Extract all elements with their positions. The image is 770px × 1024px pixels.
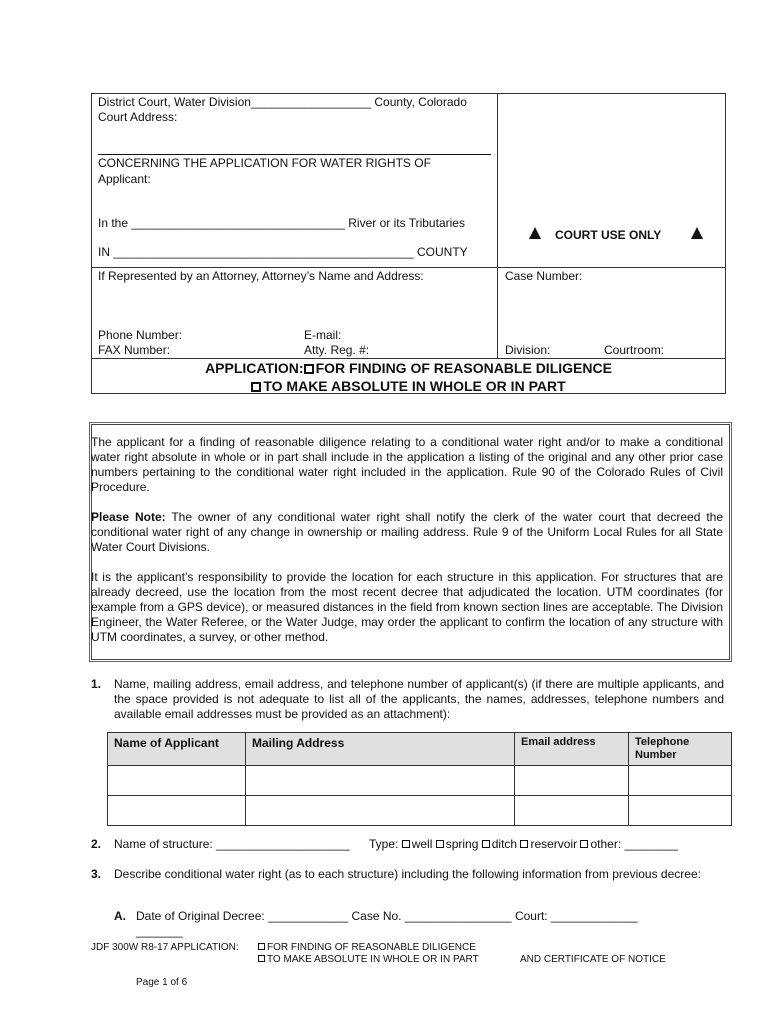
item-1-text: Name, mailing address, email address, and telephone number of applicant(s) (if there are multiple applicants, and the space provided is not adequate to list all of the applicants, the names, addresses, telephone numbers and available email addresses must be provided as an attachment):: [114, 677, 724, 721]
col-name-of-applicant: Name of Applicant: [108, 733, 246, 766]
spring-label: spring: [445, 837, 479, 851]
table-row: [108, 796, 732, 826]
triangle-left-icon: [529, 226, 541, 244]
item-3a-letter: A.: [114, 909, 126, 923]
fax-label[interactable]: FAX Number:: [98, 343, 171, 357]
case-number-label[interactable]: Case Number:: [505, 269, 583, 283]
original-decree-fields[interactable]: Date of Original Decree: ____________ Case No. ________________ Court: _____________: [136, 909, 638, 923]
well-checkbox[interactable]: [402, 840, 410, 848]
footer-form-id: JDF 300W R8-17 APPLICATION:: [91, 942, 239, 953]
title-prefix: APPLICATION:: [205, 360, 304, 376]
triangle-right-icon: [691, 226, 703, 244]
make-absolute-checkbox[interactable]: [251, 382, 261, 392]
court-line[interactable]: District Court, Water Division__________________ County, Colorado: [98, 95, 467, 109]
reservoir-checkbox[interactable]: [520, 840, 528, 848]
please-note-label: Please Note:: [91, 510, 166, 524]
footer-option-1-text: FOR FINDING OF REASONABLE DILIGENCE: [267, 942, 476, 953]
applicant-name-cell[interactable]: [108, 796, 246, 826]
notice-paragraph-3: It is the applicant’s responsibility to provide the location for each structure in this application. For structures that are already decreed, use the location from the most recent decree that adjudicated the location. UTM coordinates (for example from a GPS device), or measured distances in the field from known section lines are acceptable. The Division Engineer, the Water Referee, or the Water Judge, may order the applicant to confirm the location of any structure with UTM coordinates, a survey, or other method.: [91, 570, 723, 644]
notice-text: [91, 435, 723, 645]
other-label[interactable]: other: ________: [590, 837, 678, 851]
page-number: Page 1 of 6: [136, 977, 188, 988]
river-line[interactable]: In the ________________________________ River or its Tributaries: [98, 216, 465, 230]
item-1-number: 1.: [91, 677, 102, 691]
footer-checkbox-icon: [258, 943, 265, 950]
footer-option-2-text: TO MAKE ABSOLUTE IN WHOLE OR IN PART: [267, 954, 479, 965]
spring-checkbox[interactable]: [436, 840, 444, 848]
footer-certificate: AND CERTIFICATE OF NOTICE: [520, 954, 666, 965]
notice-paragraph-1: The applicant for a finding of reasonable diligence relating to a conditional water right and/or to make a conditional water right absolute in whole or in part shall include in the application a listing of the original and any other prior case numbers pertaining to the conditional water right included in the application. Rule 90 of the Colorado Rules of Civil Procedure.: [91, 435, 723, 494]
phone-label[interactable]: Phone Number:: [98, 328, 183, 342]
footer-checkbox-icon: [258, 955, 265, 962]
caption-vertical-divider: [497, 93, 498, 359]
applicant-table: [107, 732, 732, 826]
mailing-address-cell[interactable]: [246, 766, 515, 796]
structure-type-row: [369, 837, 678, 852]
email-label[interactable]: E-mail:: [304, 328, 342, 342]
court-address-line[interactable]: [98, 154, 491, 155]
email-cell[interactable]: [515, 766, 629, 796]
other-checkbox[interactable]: [580, 840, 588, 848]
email-cell[interactable]: [515, 796, 629, 826]
applicant-name-cell[interactable]: [108, 766, 246, 796]
item-3-number: 3.: [91, 867, 102, 881]
telephone-cell[interactable]: [629, 796, 732, 826]
ditch-label: ditch: [491, 837, 518, 851]
court-use-only-label: COURT USE ONLY: [555, 228, 662, 242]
mailing-address-cell[interactable]: [246, 796, 515, 826]
ditch-checkbox[interactable]: [482, 840, 490, 848]
telephone-cell[interactable]: [629, 766, 732, 796]
col-telephone-number: Telephone Number: [629, 733, 732, 766]
concerning-text: CONCERNING THE APPLICATION FOR WATER RIGHTS OF: [98, 156, 431, 170]
courtroom-label[interactable]: Courtroom:: [604, 343, 665, 357]
original-decree-continuation[interactable]: _______: [136, 924, 183, 938]
item-3-text: Describe conditional water right (as to each structure) including the following information from previous decree:: [114, 867, 701, 881]
application-title: [91, 359, 726, 395]
title-option-2: TO MAKE ABSOLUTE IN WHOLE OR IN PART: [263, 378, 566, 394]
structure-name-field[interactable]: Name of structure: ____________________: [114, 837, 350, 851]
applicant-table-header: [108, 733, 732, 766]
table-row: [108, 766, 732, 796]
well-label: well: [411, 837, 433, 851]
col-mailing-address: Mailing Address: [246, 733, 515, 766]
atty-reg-label[interactable]: Atty. Reg. #:: [304, 343, 370, 357]
col-email-address: Email address: [515, 733, 629, 766]
title-option-1: FOR FINDING OF REASONABLE DILIGENCE: [315, 360, 612, 376]
division-label[interactable]: Division:: [505, 343, 551, 357]
item-2-number: 2.: [91, 837, 102, 851]
applicant-label: Applicant:: [98, 172, 151, 186]
footer-option-1: [258, 942, 476, 954]
notice-paragraph-2: [91, 510, 723, 555]
county-line[interactable]: IN _____________________________________________ COUNTY: [98, 245, 468, 259]
footer-option-2: [258, 954, 479, 966]
type-label: Type:: [369, 837, 399, 851]
caption-divider-1: [91, 267, 726, 268]
reservoir-label: reservoir: [530, 837, 578, 851]
please-note-text: The owner of any conditional water right shall notify the clerk of the water court that decreed the conditional water right of any change in ownership or mailing address. Rule 9 of the Uniform Local Rules for all State Water Court Divisions.: [91, 510, 723, 554]
court-address-label: Court Address:: [98, 110, 178, 124]
attorney-label: If Represented by an Attorney, Attorney’s Name and Address:: [98, 269, 424, 283]
diligence-checkbox[interactable]: [304, 364, 314, 374]
